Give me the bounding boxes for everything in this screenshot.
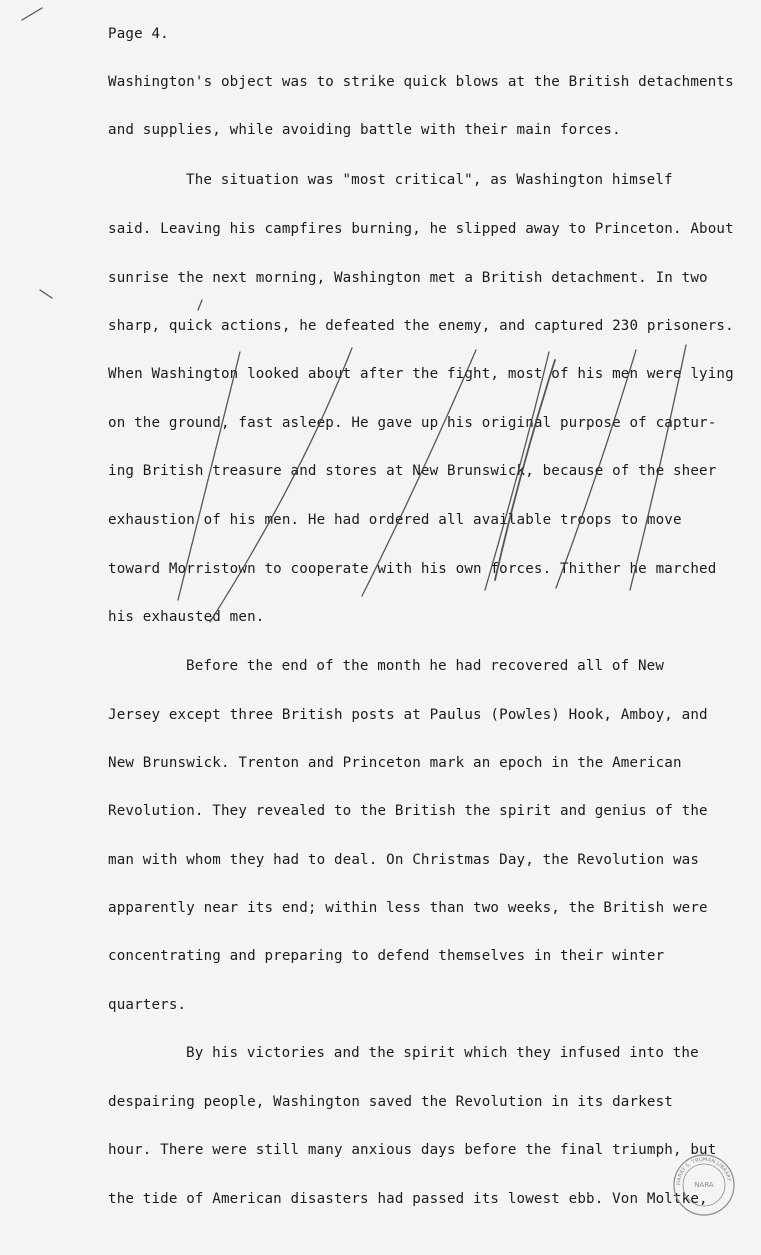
stamp-top-text: HARRY S. TRUMAN LIBRARY xyxy=(675,1156,732,1186)
text-line: concentrating and preparing to defend themselves in their winter xyxy=(108,948,665,964)
text-line: When Washington looked about after the fight, most of his men were lying xyxy=(108,366,734,382)
stamp-center-text: NARA xyxy=(694,1181,714,1189)
text-line: Revolution. They revealed to the British the spirit and genius of the xyxy=(108,803,708,819)
text-line: exhaustion of his men. He had ordered all available troops to move xyxy=(108,512,682,528)
text-line: sharp, quick actions, he defeated the enemy, and captured 230 prisoners. xyxy=(108,318,734,334)
text-line: on the ground, fast asleep. He gave up his original purpose of captur- xyxy=(108,415,717,431)
pencil-scratch-mark xyxy=(22,8,42,20)
text-line: the tide of American disasters had passed its lowest ebb. Von Moltke, xyxy=(108,1191,708,1207)
text-line: Washington's object was to strike quick blows at the British detachments xyxy=(108,74,734,90)
text-line: despairing people, Washington saved the Revolution in its darkest xyxy=(108,1094,673,1110)
text-line: apparently near its end; within less than two weeks, the British were xyxy=(108,900,708,916)
text-line: man with whom they had to deal. On Christmas Day, the Revolution was xyxy=(108,852,700,868)
text-line: sunrise the next morning, Washington met a British detachment. In two xyxy=(108,270,708,286)
text-line: quarters. xyxy=(108,997,187,1013)
pencil-strike-mark xyxy=(210,348,352,622)
pencil-scratch-mark xyxy=(40,290,52,298)
text-line: By his victories and the spirit which they infused into the xyxy=(186,1045,699,1061)
text-line: ing British treasure and stores at New Brunswick, because of the sheer xyxy=(108,463,717,479)
page-header: Page 4. xyxy=(108,26,169,42)
text-line: hour. There were still many anxious days before the final triumph, but xyxy=(108,1142,717,1158)
text-line: and supplies, while avoiding battle with their main forces. xyxy=(108,122,621,138)
text-line: toward Morristown to cooperate with his own forces. Thither he marched xyxy=(108,561,717,577)
text-line: The situation was "most critical", as Washington himself xyxy=(186,172,673,188)
text-line: said. Leaving his campfires burning, he slipped away to Princeton. About xyxy=(108,221,734,237)
library-stamp xyxy=(671,1152,737,1218)
text-line: New Brunswick. Trenton and Princeton mark an epoch in the American xyxy=(108,755,682,771)
text-line: Before the end of the month he had recovered all of New xyxy=(186,658,665,674)
text-line: Jersey except three British posts at Paulus (Powles) Hook, Amboy, and xyxy=(108,707,708,723)
text-line: his exhausted men. xyxy=(108,609,265,625)
pencil-tick-mark xyxy=(198,300,202,310)
